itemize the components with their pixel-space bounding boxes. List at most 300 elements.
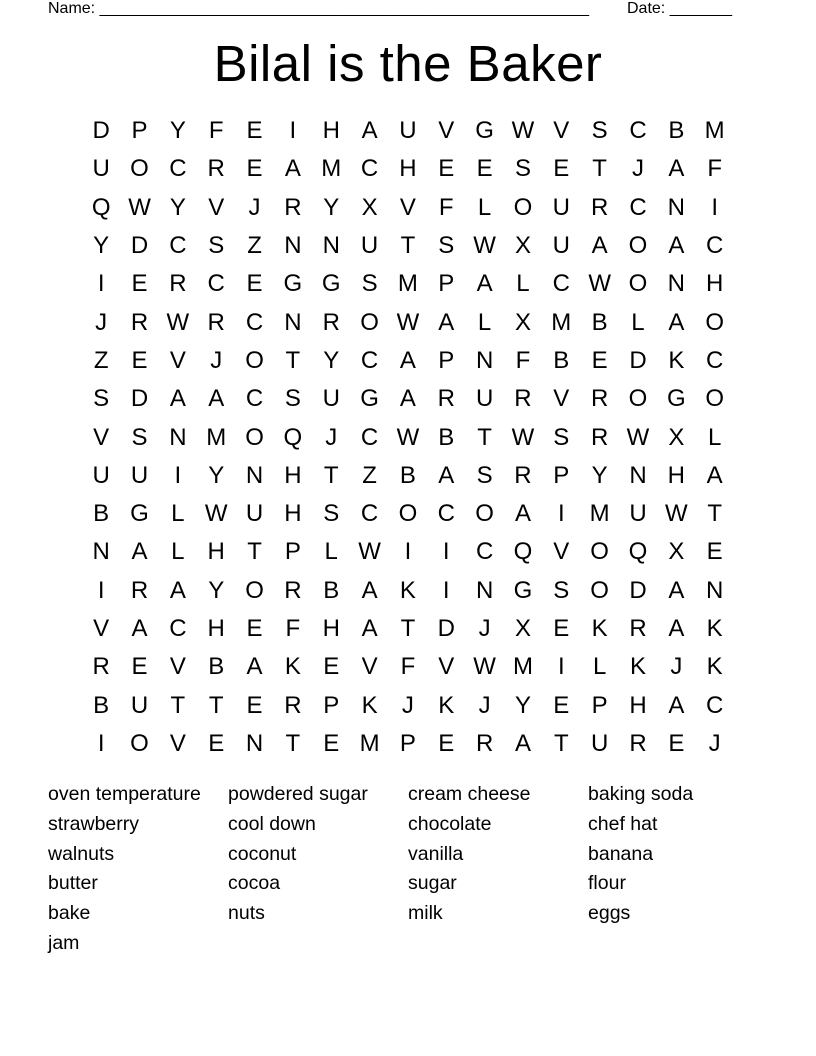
- grid-letter: S: [284, 385, 301, 413]
- grid-letter: C: [475, 538, 494, 566]
- grid-letter: C: [360, 346, 379, 374]
- grid-letter: N: [245, 729, 264, 757]
- grid-letter: J: [478, 615, 491, 642]
- grid-letter: W: [473, 232, 496, 260]
- grid-letter: L: [707, 423, 722, 451]
- grid-letter: R: [207, 155, 225, 183]
- grid-row: [82, 686, 734, 724]
- word-bank-item: jam: [48, 931, 80, 954]
- grid-letter: E: [438, 729, 455, 757]
- grid-letter: A: [438, 308, 455, 336]
- grid-letter: E: [323, 653, 340, 681]
- grid-letter: R: [437, 385, 455, 413]
- grid-letter: T: [208, 691, 224, 719]
- grid-letter: X: [514, 615, 531, 642]
- grid-letter: Y: [323, 346, 340, 374]
- grid-letter: S: [323, 500, 340, 528]
- grid-letter: O: [628, 385, 648, 413]
- grid-letter: D: [629, 576, 647, 604]
- grid-letter: K: [706, 615, 723, 642]
- grid-letter: A: [361, 615, 378, 642]
- grid-letter: Y: [169, 117, 186, 145]
- word-bank-item: chef hat: [588, 812, 658, 835]
- grid-letter: I: [97, 729, 105, 757]
- grid-letter: I: [97, 270, 105, 298]
- grid-letter: P: [399, 729, 416, 757]
- grid-letter: K: [438, 691, 455, 719]
- grid-letter: A: [476, 270, 493, 298]
- grid-letter: E: [246, 615, 263, 642]
- grid-row: [82, 189, 734, 227]
- grid-letter: L: [171, 538, 185, 566]
- grid-letter: N: [92, 538, 110, 566]
- grid-letter: M: [551, 308, 572, 336]
- grid-letter: D: [130, 232, 149, 260]
- grid-letter: T: [477, 423, 492, 451]
- word-bank-item: milk: [408, 902, 443, 925]
- grid-letter: X: [514, 308, 531, 336]
- grid-letter: A: [246, 653, 263, 681]
- grid-row: [82, 725, 734, 763]
- grid-letter: E: [246, 270, 263, 298]
- grid-letter: E: [553, 615, 570, 642]
- grid-row: [82, 572, 734, 610]
- grid-letter: E: [131, 653, 148, 681]
- grid-letter: C: [706, 691, 724, 719]
- grid-row: [82, 303, 734, 341]
- grid-letter: X: [668, 423, 685, 451]
- grid-letter: O: [513, 193, 533, 221]
- grid-letter: G: [283, 270, 303, 298]
- grid-letter: J: [478, 691, 491, 719]
- grid-letter: V: [169, 346, 186, 374]
- grid-letter: C: [437, 500, 455, 528]
- grid-letter: U: [130, 691, 149, 719]
- grid-letter: I: [404, 538, 412, 566]
- grid-row: [82, 227, 734, 265]
- grid-letter: L: [592, 653, 607, 681]
- grid-letter: A: [706, 461, 723, 489]
- grid-letter: S: [591, 117, 608, 145]
- grid-letter: U: [92, 155, 110, 183]
- word-bank-item: chocolate: [408, 812, 492, 835]
- grid-letter: N: [169, 423, 187, 451]
- grid-letter: V: [438, 117, 455, 145]
- grid-letter: A: [208, 385, 225, 413]
- grid-letter: C: [629, 193, 647, 221]
- grid-letter: B: [323, 576, 340, 604]
- grid-letter: L: [324, 538, 338, 566]
- grid-letter: G: [321, 270, 341, 298]
- grid-letter: E: [246, 117, 263, 145]
- grid-letter: C: [706, 232, 724, 260]
- grid-letter: K: [629, 653, 646, 681]
- grid-letter: A: [169, 385, 186, 413]
- grid-letter: L: [171, 500, 185, 528]
- grid-letter: A: [438, 461, 455, 489]
- grid-letter: U: [629, 500, 647, 528]
- grid-letter: A: [399, 346, 416, 374]
- grid-letter: R: [514, 461, 532, 489]
- grid-letter: V: [208, 193, 225, 221]
- grid-letter: C: [629, 117, 647, 145]
- grid-letter: W: [166, 308, 190, 336]
- word-bank-item: bake: [48, 902, 91, 925]
- grid-letter: N: [284, 232, 302, 260]
- grid-letter: O: [475, 500, 494, 528]
- grid-letter: I: [557, 653, 565, 681]
- grid-letter: V: [553, 385, 570, 413]
- grid-letter: R: [629, 615, 647, 642]
- grid-letter: T: [553, 729, 569, 757]
- grid-letter: A: [361, 117, 378, 145]
- word-bank-item: banana: [588, 842, 654, 865]
- grid-letter: W: [588, 270, 611, 298]
- grid-letter: A: [399, 385, 416, 413]
- grid-row: [82, 533, 734, 571]
- grid-letter: A: [169, 576, 186, 604]
- word-bank-item: coconut: [228, 842, 297, 865]
- word-bank-item: butter: [48, 872, 98, 895]
- grid-letter: R: [514, 385, 532, 413]
- grid-letter: I: [97, 576, 105, 604]
- grid-letter: B: [93, 500, 110, 528]
- grid-letter: K: [591, 615, 608, 642]
- grid-letter: K: [399, 576, 416, 604]
- grid-letter: U: [552, 193, 570, 221]
- grid-letter: V: [169, 653, 186, 681]
- grid-letter: I: [174, 461, 182, 489]
- grid-letter: Y: [591, 461, 608, 489]
- grid-letter: V: [438, 653, 455, 681]
- grid-letter: B: [591, 308, 608, 336]
- grid-letter: A: [131, 538, 148, 566]
- grid-row: [82, 457, 734, 495]
- page-title: Bilal is the Baker: [213, 35, 603, 92]
- grid-letter: C: [360, 423, 379, 451]
- grid-row: [82, 495, 734, 533]
- grid-letter: V: [93, 423, 110, 451]
- grid-letter: B: [399, 461, 416, 489]
- grid-letter: U: [475, 385, 494, 413]
- grid-letter: F: [400, 653, 416, 681]
- grid-letter: W: [396, 423, 420, 451]
- grid-letter: W: [511, 117, 535, 145]
- grid-letter: O: [628, 232, 648, 260]
- grid-letter: N: [475, 576, 494, 604]
- grid-letter: M: [321, 155, 342, 183]
- grid-letter: E: [208, 729, 225, 757]
- grid-letter: B: [438, 423, 455, 451]
- grid-letter: A: [514, 500, 531, 528]
- word-bank: [48, 780, 768, 959]
- grid-row: [82, 150, 734, 188]
- grid-letter: K: [706, 653, 723, 681]
- grid-letter: N: [629, 461, 647, 489]
- grid-letter: T: [247, 538, 262, 566]
- grid-letter: Y: [169, 193, 186, 221]
- grid-letter: U: [92, 461, 110, 489]
- grid-letter: S: [553, 423, 570, 451]
- grid-letter: W: [204, 500, 228, 528]
- grid-row: [82, 610, 734, 648]
- grid-letter: C: [207, 270, 225, 298]
- grid-letter: W: [396, 308, 420, 336]
- grid-letter: A: [668, 615, 685, 642]
- grid-letter: E: [553, 155, 570, 183]
- grid-letter: A: [361, 576, 378, 604]
- grid-letter: X: [514, 232, 531, 260]
- grid-letter: S: [93, 385, 110, 413]
- grid-letter: R: [92, 653, 110, 681]
- grid-letter: L: [516, 270, 530, 298]
- grid-letter: U: [322, 385, 340, 413]
- grid-letter: G: [130, 500, 149, 528]
- word-bank-item: cool down: [228, 812, 316, 835]
- grid-letter: S: [438, 232, 455, 260]
- grid-letter: E: [246, 691, 263, 719]
- grid-letter: O: [130, 729, 149, 757]
- grid-letter: U: [590, 729, 609, 757]
- grid-letter: B: [668, 117, 685, 145]
- grid-letter: O: [705, 385, 724, 413]
- grid-letter: Y: [323, 193, 340, 221]
- grid-letter: S: [514, 155, 531, 183]
- grid-letter: S: [476, 461, 493, 489]
- word-bank-item: strawberry: [48, 812, 140, 835]
- name-field-label: Name: _______________________________________________________: [48, 0, 589, 17]
- grid-letter: M: [589, 500, 610, 528]
- word-bank-item: flour: [588, 872, 626, 895]
- grid-letter: R: [207, 308, 225, 336]
- grid-letter: L: [477, 308, 492, 336]
- grid-letter: W: [665, 500, 688, 528]
- grid-letter: A: [131, 615, 148, 642]
- grid-letter: V: [93, 615, 110, 642]
- grid-letter: H: [284, 461, 302, 489]
- grid-letter: P: [284, 538, 301, 566]
- grid-letter: F: [438, 193, 454, 221]
- grid-letter: H: [322, 615, 340, 642]
- grid-letter: M: [397, 270, 418, 298]
- grid-letter: H: [207, 538, 225, 566]
- grid-letter: I: [442, 576, 450, 604]
- grid-letter: Y: [93, 232, 110, 260]
- grid-letter: V: [553, 538, 570, 566]
- grid-letter: B: [553, 346, 570, 374]
- grid-letter: J: [631, 155, 644, 183]
- grid-letter: R: [284, 576, 302, 604]
- word-bank-item: walnuts: [48, 842, 115, 865]
- grid-letter: U: [245, 500, 264, 528]
- grid-letter: E: [706, 538, 723, 566]
- grid-letter: M: [359, 729, 380, 757]
- date-field-label: Date: _______: [627, 0, 732, 17]
- grid-letter: H: [322, 117, 340, 145]
- grid-letter: O: [590, 576, 609, 604]
- word-bank-item: oven temperature: [48, 783, 201, 805]
- grid-letter: K: [284, 653, 301, 681]
- grid-letter: V: [361, 653, 378, 681]
- grid-letter: Y: [208, 461, 225, 489]
- grid-letter: P: [323, 691, 340, 719]
- grid-letter: E: [591, 346, 608, 374]
- grid-letter: E: [246, 155, 263, 183]
- grid-letter: J: [325, 423, 338, 451]
- grid-letter: A: [668, 308, 685, 336]
- grid-letter: N: [667, 270, 685, 298]
- grid-letter: Y: [208, 576, 225, 604]
- grid-letter: O: [360, 308, 379, 336]
- grid-letter: R: [169, 270, 187, 298]
- grid-letter: R: [590, 423, 609, 451]
- grid-letter: J: [95, 308, 108, 336]
- grid-letter: T: [285, 346, 301, 374]
- grid-letter: X: [361, 193, 378, 221]
- grid-letter: Q: [513, 538, 533, 566]
- grid-letter: O: [245, 423, 264, 451]
- grid-letter: A: [668, 155, 685, 183]
- grid-letter: J: [401, 691, 414, 719]
- grid-letter: F: [515, 346, 531, 374]
- grid-letter: P: [131, 117, 148, 145]
- grid-letter: T: [170, 691, 186, 719]
- grid-letter: A: [668, 691, 685, 719]
- grid-letter: O: [398, 500, 418, 528]
- grid-letter: H: [706, 270, 724, 298]
- grid-letter: L: [631, 308, 645, 336]
- grid-letter: Z: [247, 232, 262, 260]
- grid-letter: J: [670, 653, 683, 681]
- grid-letter: A: [284, 155, 301, 183]
- grid-letter: R: [130, 576, 149, 604]
- grid-letter: U: [130, 461, 149, 489]
- grid-letter: D: [92, 117, 110, 145]
- grid-letter: R: [322, 308, 340, 336]
- grid-letter: O: [628, 270, 648, 298]
- grid-letter: K: [361, 691, 378, 719]
- grid-letter: O: [245, 346, 264, 374]
- grid-letter: C: [245, 308, 264, 336]
- grid-letter: M: [512, 653, 533, 681]
- grid-letter: Q: [91, 193, 111, 221]
- grid-letter: H: [667, 461, 685, 489]
- grid-letter: T: [592, 155, 607, 183]
- grid-letter: J: [248, 193, 261, 221]
- grid-letter: W: [626, 423, 650, 451]
- grid-row: [82, 418, 734, 456]
- grid-letter: O: [245, 576, 264, 604]
- grid-letter: O: [590, 538, 609, 566]
- grid-letter: A: [668, 232, 685, 260]
- grid-letter: U: [552, 232, 570, 260]
- grid-letter: J: [210, 346, 223, 374]
- grid-letter: O: [130, 155, 149, 183]
- grid-letter: E: [438, 155, 455, 183]
- grid-letter: H: [399, 155, 417, 183]
- grid-letter: B: [93, 691, 110, 719]
- grid-letter: I: [557, 500, 565, 528]
- grid-letter: C: [169, 155, 187, 183]
- grid-letter: C: [169, 232, 187, 260]
- grid-letter: F: [208, 117, 224, 145]
- grid-letter: U: [360, 232, 379, 260]
- grid-letter: I: [289, 117, 297, 145]
- grid-letter: B: [208, 653, 225, 681]
- grid-letter: R: [284, 691, 302, 719]
- grid-letter: Q: [628, 538, 648, 566]
- word-bank-item: sugar: [408, 872, 457, 895]
- grid-letter: P: [591, 691, 608, 719]
- grid-letter: I: [711, 193, 718, 221]
- grid-letter: G: [360, 385, 379, 413]
- grid-letter: R: [284, 193, 302, 221]
- grid-letter: S: [553, 576, 570, 604]
- grid-letter: N: [475, 346, 494, 374]
- grid-letter: W: [511, 423, 535, 451]
- grid-letter: E: [131, 270, 148, 298]
- grid-letter: W: [358, 538, 381, 566]
- grid-row: [82, 380, 734, 418]
- word-bank-item: nuts: [228, 902, 265, 925]
- word-bank-item: eggs: [588, 902, 631, 925]
- grid-letter: C: [169, 615, 187, 642]
- grid-letter: A: [514, 729, 531, 757]
- grid-letter: D: [130, 385, 149, 413]
- grid-letter: U: [399, 117, 417, 145]
- grid-letter: G: [513, 576, 533, 604]
- grid-letter: N: [706, 576, 724, 604]
- grid-letter: J: [708, 729, 721, 757]
- grid-letter: Q: [283, 423, 303, 451]
- grid-letter: T: [707, 500, 722, 528]
- grid-letter: G: [666, 385, 686, 413]
- grid-row: [82, 648, 734, 686]
- grid-letter: E: [131, 346, 148, 374]
- grid-letter: F: [707, 155, 722, 183]
- grid-letter: V: [553, 117, 570, 145]
- grid-letter: N: [322, 232, 340, 260]
- word-bank-item: cream cheese: [408, 783, 531, 805]
- grid-letter: S: [131, 423, 148, 451]
- grid-letter: E: [323, 729, 340, 757]
- grid-letter: V: [399, 193, 416, 221]
- grid-letter: P: [553, 461, 570, 489]
- grid-letter: H: [284, 500, 302, 528]
- grid-letter: N: [245, 461, 264, 489]
- grid-letter: A: [668, 576, 685, 604]
- grid-letter: E: [553, 691, 570, 719]
- grid-letter: C: [360, 155, 379, 183]
- grid-letter: N: [284, 308, 302, 336]
- grid-letter: A: [591, 232, 608, 260]
- grid-letter: L: [477, 193, 492, 221]
- word-search-grid: [82, 112, 734, 763]
- word-bank-item: baking soda: [588, 783, 694, 805]
- grid-letter: W: [473, 653, 496, 681]
- grid-letter: E: [668, 729, 685, 757]
- grid-letter: H: [629, 691, 647, 719]
- grid-letter: R: [590, 385, 609, 413]
- grid-letter: M: [704, 117, 725, 145]
- grid-letter: M: [206, 423, 227, 451]
- grid-letter: C: [245, 385, 264, 413]
- grid-letter: I: [442, 538, 450, 566]
- grid-row: [82, 112, 734, 150]
- grid-row: [82, 342, 734, 380]
- grid-letter: P: [438, 270, 455, 298]
- grid-letter: C: [552, 270, 570, 298]
